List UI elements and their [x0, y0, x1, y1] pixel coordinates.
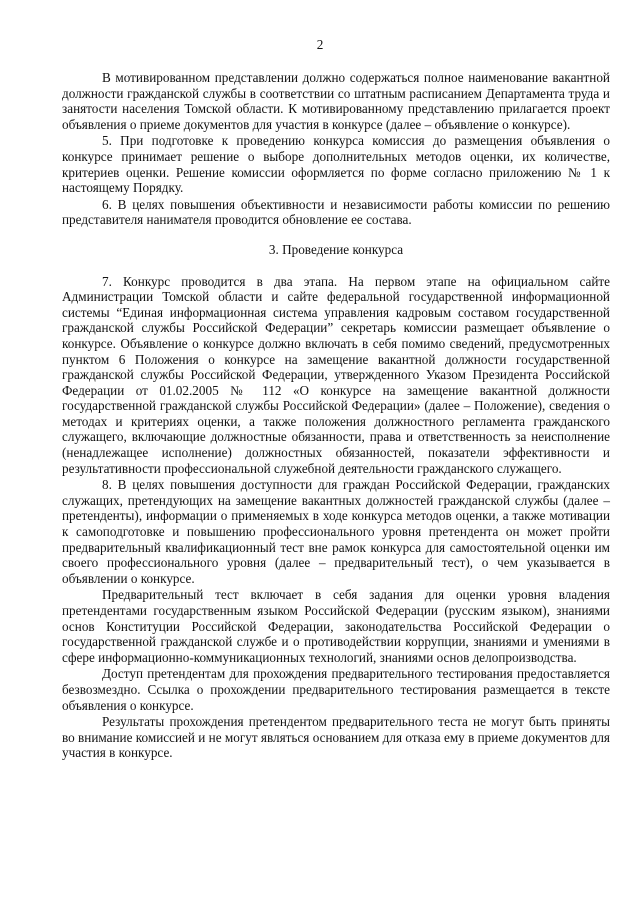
- paragraph-motivated-submission: В мотивированном представлении должно содержаться полное наименование вакантной должности гражданской службы в соответствии со штатным расписанием Департамента труда и занятости населения Томской области. К мотивированному представлению прилагается проект объявления о приеме документов для участия в конкурсе (далее – объявление о конкурсе).: [62, 70, 610, 132]
- paragraph-item-6: 6. В целях повышения объективности и независимости работы комиссии по решению представителя нанимателя проводится обновление ее состава.: [62, 196, 610, 228]
- paragraph-test-results: Результаты прохождения претендентом предварительного теста не могут быть приняты во внимание комиссией и не могут являться основанием для отказа ему в приеме документов для участия в конкурсе.: [62, 714, 610, 761]
- paragraph-item-8: 8. В целях повышения доступности для граждан Российской Федерации, гражданских служащих, претендующих на замещение вакантных должностей гражданской службы (далее – претенденты), информации о применяемых в ходе конкурса методов оценки, а также мотивации к самоподготовке и повышению профессионального уровня претендента он может пройти предварительный квалификационный тест вне рамок конкурса для самостоятельной оценки им своего профессионального уровня (далее – предварительный тест), о чем указывается в объявлении о конкурсе.: [62, 477, 610, 586]
- document-body: [62, 70, 610, 762]
- paragraph-test-access: Доступ претендентам для прохождения предварительного тестирования предоставляется безвозмездно. Ссылка о прохождении предварительного тестирования размещается в тексте объявления о конкурсе.: [62, 666, 610, 713]
- page-number: 2: [316, 37, 324, 52]
- section-heading: 3. Проведение конкурса: [268, 241, 404, 257]
- paragraph-item-7: 7. Конкурс проводится в два этапа. На первом этапе на официальном сайте Администрации Томской области и сайте федеральной государственной информационной системы “Единая информационная система управления кадровым составом государственной гражданской службы Российской Федерации” секретарь комиссии размещает объявление о конкурсе. Объявление о конкурсе должно включать в себя помимо сведений, предусмотренных пунктом 6 Положения о конкурсе на замещение вакантной должности государственной гражданской службы Российской Федерации, утвержденного Указом Президента Российской Федерации от 01.02.2005 № 112 «О конкурсе на замещение вакантной должности государственной гражданской службы Российской Федерации» (далее – Положение), сведения о методах и критериях оценки, а также положения должностного регламента гражданского служащего, включающие должностные обязанности, права и ответственность за неисполнение (ненадлежащее исполнение) должностных обязанностей, показатели эффективности и результативности профессиональной служебной деятельности гражданского служащего.: [62, 273, 610, 476]
- paragraph-item-5: 5. При подготовке к проведению конкурса комиссия до размещения объявления о конкурсе принимает решение о выборе дополнительных методов оценки, их количестве, критериев оценки. Решение комиссии оформляется по форме согласно приложению № 1 к настоящему Порядку.: [62, 133, 610, 196]
- paragraph-preliminary-test: Предварительный тест включает в себя задания для оценки уровня владения претендентами государственным языком Российской Федерации (русским языком), знаниями основ Конституции Российской Федерации, законодательства Российской Федерации о государственной гражданской службе и о противодействии коррупции, знаниями и умениями в сфере информационно-коммуникационных технологий, знаниями основ делопроизводства.: [62, 587, 610, 665]
